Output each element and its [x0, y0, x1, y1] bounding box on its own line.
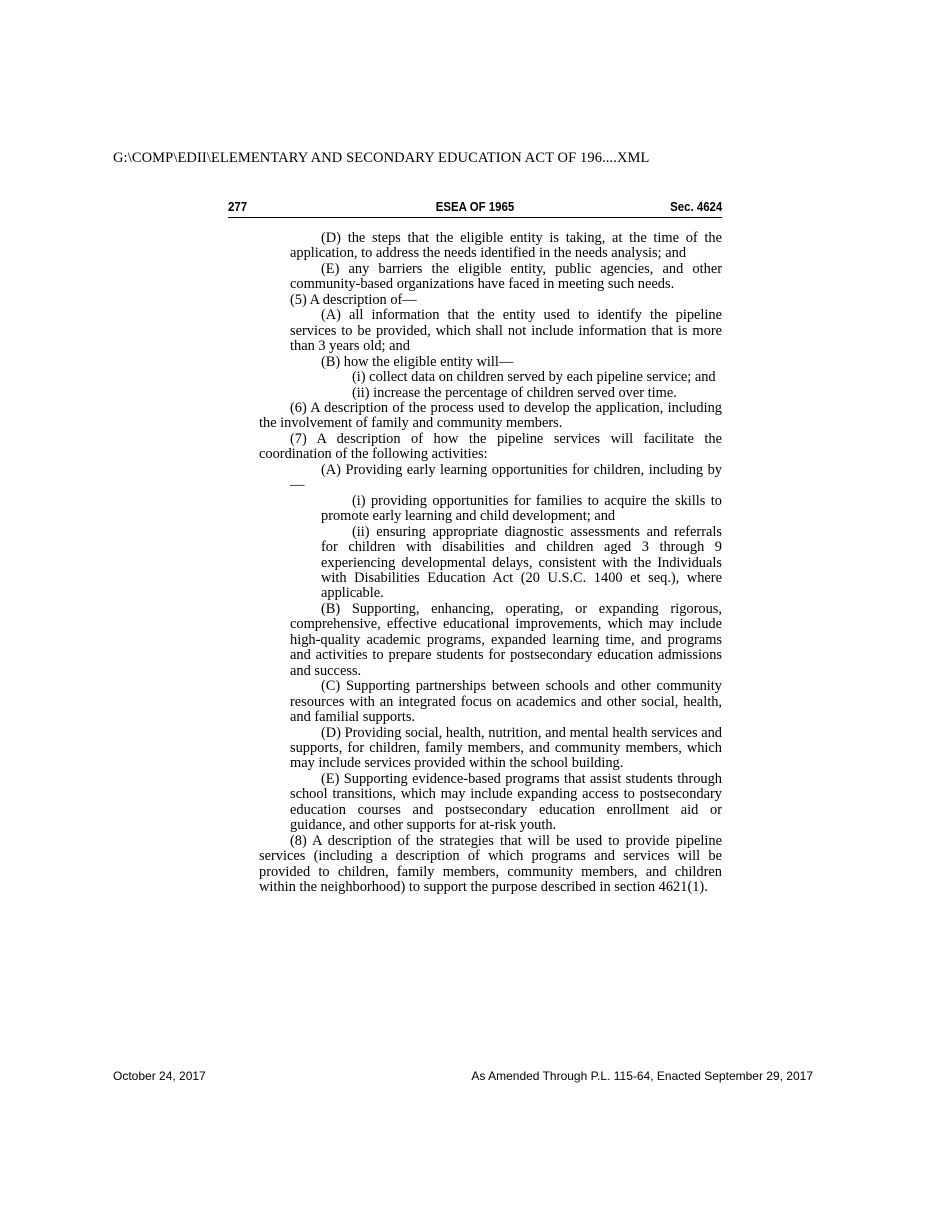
paragraph: (8) A description of the strategies that will be used to provide pipeline services (including a description of which programs and services will be provided to children, family members, community members, and children within the neighborhood) to support the purpose described in section 4621(1).: [259, 832, 722, 896]
footer-amended-note: As Amended Through P.L. 115-64, Enacted September 29, 2017: [471, 1069, 813, 1083]
paragraph: (B) how the eligible entity will—: [321, 353, 514, 370]
paragraph: (ii) ensuring appropriate diagnostic assessments and referrals for children with disabilities and children aged 3 through 9 experiencing developmental delays, consistent with the Individuals with Disabilities Education Act (20 U.S.C. 1400 et seq.), where applicable.: [321, 523, 722, 602]
paragraph: (6) A description of the process used to develop the application, including the involvement of family and community members.: [259, 399, 722, 432]
paragraph: (7) A description of how the pipeline services will facilitate the coordination of the following activities:: [259, 430, 722, 463]
paragraph: (C) Supporting partnerships between schools and other community resources with an integrated focus on academics and other social, health, and familial supports.: [290, 678, 722, 726]
paragraph: (A) Providing early learning opportunities for children, including by—: [290, 461, 722, 494]
running-head-title: ESEA OF 1965: [435, 199, 515, 214]
paragraph: (A) all information that the entity used to identify the pipeline services to be provided, which shall not include information that is more than 3 years old; and: [290, 307, 722, 355]
paragraph: (B) Supporting, enhancing, operating, or expanding rigorous, comprehensive, effective educational improvements, which may include high-quality academic programs, expanded learning time, and programs and activities to prepare students for postsecondary education admissions and success.: [290, 600, 722, 679]
footer-date: October 24, 2017: [113, 1069, 206, 1083]
paragraph: (E) any barriers the eligible entity, public agencies, and other community-based organizations have faced in meeting such needs.: [290, 260, 722, 293]
file-path: G:\COMP\EDII\ELEMENTARY AND SECONDARY EDUCATION ACT OF 196....XML: [113, 150, 650, 166]
paragraph: (D) the steps that the eligible entity is taking, at the time of the application, to address the needs identified in the needs analysis; and: [290, 230, 722, 262]
paragraph: (D) Providing social, health, nutrition, and mental health services and supports, for children, family members, and community members, which may include services provided within the school building.: [290, 724, 722, 772]
running-head: [228, 198, 722, 218]
paragraph: (5) A description of—: [290, 291, 417, 308]
paragraph: (ii) increase the percentage of children served over time.: [352, 384, 677, 401]
paragraph: (i) collect data on children served by each pipeline service; and: [352, 369, 716, 386]
section-number: Sec. 4624: [669, 199, 722, 214]
page-number: 277: [228, 199, 248, 214]
paragraph: (E) Supporting evidence-based programs that assist students through school transitions, which may include expanding access to postsecondary education courses and postsecondary education enrollment aid or guidance, and other supports for at-risk youth.: [290, 770, 722, 834]
statute-body: [259, 231, 722, 895]
paragraph: (i) providing opportunities for families to acquire the skills to promote early learning and child development; and: [321, 492, 722, 525]
